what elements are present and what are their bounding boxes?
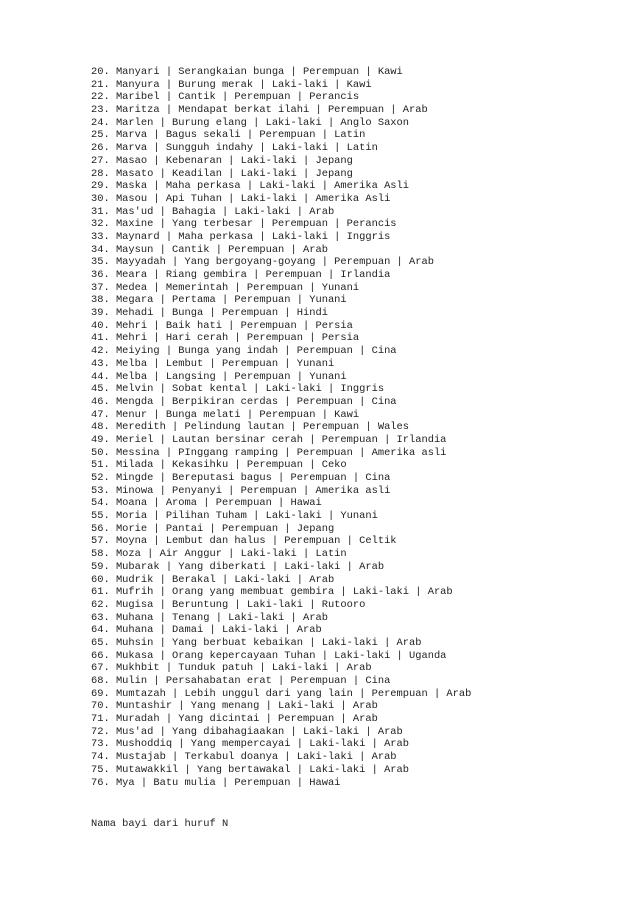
list-item: 48. Meredith | Pelindung lautan | Perempuan | Wales	[91, 421, 410, 434]
list-item: 26. Marva | Sungguh indahy | Laki-laki | Latin	[91, 142, 378, 155]
list-item: 73. Mushoddiq | Yang mempercayai | Laki-laki | Arab	[91, 738, 410, 751]
list-item: 49. Meriel | Lautan bersinar cerah | Perempuan | Irlandia	[91, 433, 447, 446]
list-item: 35. Mayyadah | Yang bergoyang-goyang | Perempuan | Arab	[91, 256, 434, 269]
list-item: 28. Masato | Keadilan | Laki-laki | Jepang	[91, 167, 353, 180]
list-item: 44. Melba | Langsing | Perempuan | Yunani	[91, 370, 347, 383]
list-item: 22. Maribel | Cantik | Perempuan | Perancis	[91, 91, 360, 104]
list-item: 43. Melba | Lembut | Perempuan | Yunani	[91, 357, 335, 370]
list-item: 24. Marlen | Burung elang | Laki-laki | Anglo Saxon	[91, 116, 410, 129]
list-item: 45. Melvin | Sobat kental | Laki-laki | Inggris	[91, 383, 385, 396]
list-item: 23. Maritza | Mendapat berkat ilahi | Perempuan | Arab	[91, 104, 428, 117]
list-item: 32. Maxine | Yang terbesar | Perempuan | Perancis	[91, 218, 397, 231]
list-item: 60. Mudrik | Berakal | Laki-laki | Arab	[91, 573, 335, 586]
list-item: 29. Maska | Maha perkasa | Laki-laki | Amerika Asli	[91, 180, 410, 193]
list-item: 71. Muradah | Yang dicintai | Perempuan | Arab	[91, 713, 378, 726]
list-item: 52. Mingde | Bereputasi bagus | Perempuan | Cina	[91, 472, 391, 484]
list-item: 74. Mustajab | Terkabul doanya | Laki-laki | Arab	[91, 751, 397, 764]
list-item: 30. Masou | Api Tuhan | Laki-laki | Amerika Asli	[91, 192, 391, 205]
list-item: 54. Moana | Aroma | Perempuan | Hawai	[91, 497, 322, 510]
section-heading: Nama bayi dari huruf N	[91, 818, 229, 830]
list-item: 34. Maysun | Cantik | Perempuan | Arab	[91, 243, 328, 256]
list-item: 55. Moria | Pilihan Tuham | Laki-laki | Yunani	[91, 510, 378, 523]
list-item: 56. Morie | Pantai | Perempuan | Jepang	[91, 522, 335, 535]
list-item: 53. Minowa | Penyanyi | Perempuan | Amerika asli	[91, 484, 391, 497]
list-item: 25. Marva | Bagus sekali | Perempuan | Latin	[91, 129, 366, 142]
list-item: 20. Manyari | Serangkaian bunga | Perempuan | Kawi	[91, 66, 403, 78]
list-item: 40. Mehri | Baik hati | Perempuan | Persia	[91, 319, 353, 332]
list-item: 42. Meiying | Bunga yang indah | Perempuan | Cina	[91, 345, 397, 358]
list-item: 70. Muntashir | Yang menang | Laki-laki | Arab	[91, 700, 378, 713]
list-item: 37. Medea | Memerintah | Perempuan | Yunani	[91, 281, 360, 294]
list-item: 41. Mehri | Hari cerah | Perempuan | Persia	[91, 332, 360, 345]
list-item: 67. Mukhbit | Tunduk patuh | Laki-laki | Arab	[91, 662, 372, 675]
list-item: 72. Mus'ad | Yang dibahagiaakan | Laki-laki | Arab	[91, 725, 403, 738]
list-item: 27. Masao | Kebenaran | Laki-laki | Jepang	[91, 154, 353, 167]
list-item: 63. Muhana | Tenang | Laki-laki | Arab	[91, 611, 328, 624]
list-item: 62. Mugisa | Beruntung | Laki-laki | Rutooro	[91, 598, 366, 611]
list-item: 31. Mas'ud | Bahagia | Laki-laki | Arab	[91, 205, 335, 218]
list-item: 61. Mufrih | Orang yang membuat gembira | Laki-laki | Arab	[91, 586, 453, 599]
list-item: 51. Milada | Kekasihku | Perempuan | Ceko	[91, 459, 347, 472]
list-item: 50. Messina | PInggang ramping | Perempuan | Amerika asli	[91, 446, 447, 459]
list-item: 65. Muhsin | Yang berbuat kebaikan | Laki-laki | Arab	[91, 636, 422, 649]
list-item: 59. Mubarak | Yang diberkati | Laki-laki | Arab	[91, 560, 385, 573]
list-item: 75. Mutawakkil | Yang bertawakal | Laki-laki | Arab	[91, 763, 410, 776]
list-item: 57. Moyna | Lembut dan halus | Perempuan | Celtik	[91, 535, 397, 548]
list-item: 21. Manyura | Burung merak | Laki-laki | Kawi	[91, 78, 372, 91]
list-item: 76. Mya | Batu mulia | Perempuan | Hawai	[91, 776, 341, 789]
list-item: 58. Moza | Air Anggur | Laki-laki | Latin	[91, 548, 347, 561]
list-item: 47. Menur | Bunga melati | Perempuan | Kawi	[91, 408, 360, 421]
list-item: 46. Mengda | Berpikiran cerdas | Perempuan | Cina	[91, 395, 397, 408]
list-item: 69. Mumtazah | Lebih unggul dari yang lain | Perempuan | Arab	[91, 687, 472, 700]
list-item: 36. Meara | Riang gembira | Perempuan | Irlandia	[91, 269, 391, 281]
baby-name-list	[91, 66, 631, 789]
list-item: 38. Megara | Pertama | Perempuan | Yunani	[91, 294, 347, 307]
list-item: 39. Mehadi | Bunga | Perempuan | Hindi	[91, 307, 328, 320]
list-item: 64. Muhana | Damai | Laki-laki | Arab	[91, 624, 322, 637]
list-item: 68. Mulin | Persahabatan erat | Perempuan | Cina	[91, 675, 391, 687]
list-item: 33. Maynard | Maha perkasa | Laki-laki | Inggris	[91, 230, 391, 243]
list-item: 66. Mukasa | Orang kepercayaan Tuhan | Laki-laki | Uganda	[91, 649, 447, 662]
